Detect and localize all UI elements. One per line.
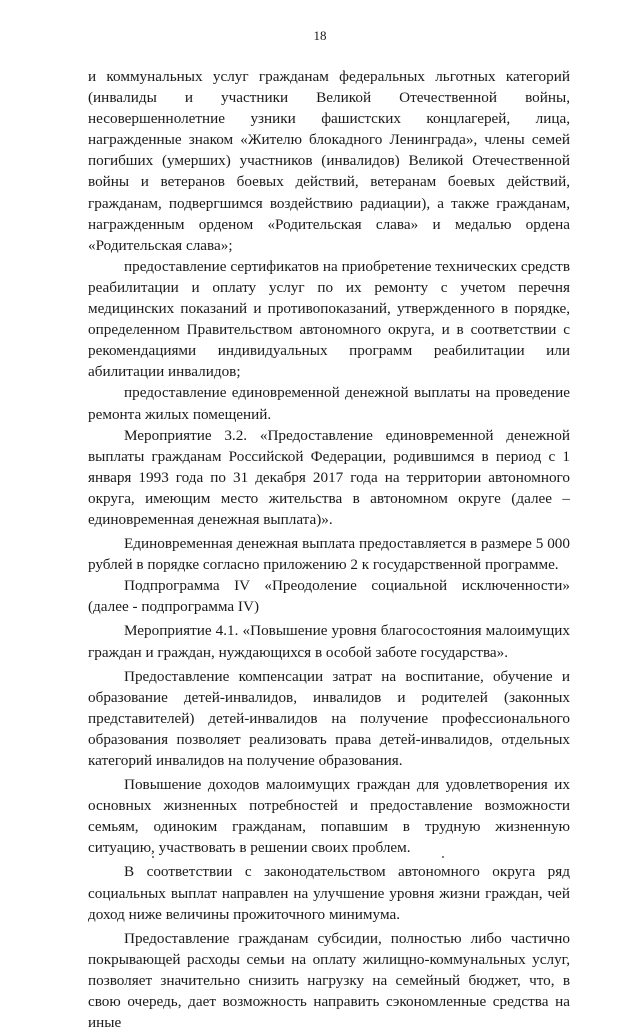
scan-speck <box>442 856 444 858</box>
paragraph: Мероприятие 3.2. «Предоставление единовременной денежной выплаты гражданам Российской Федерации, родившимся в период с 1 января 1993 года по 31 декабря 2017 года на территории автономного округа, имеющим место жительства в автономном округе (далее – единовременная денежная выплата)». <box>88 426 570 528</box>
paragraph: Повышение доходов малоимущих граждан для удовлетворения их основных жизненных потребностей и предоставление возможности семьям, одиноким гражданам, попавшим в трудную жизненную ситуацию, участвовать в решении своих проблем. <box>88 776 570 857</box>
paragraph: Предоставление компенсации затрат на воспитание, обучение и образование детей-инвалидов, инвалидов и родителей (законных представителей) детей-инвалидов на получение профессионального образования позволяет реализовать права детей-инвалидов, отдельных категорий инвалидов на получение образования. <box>88 667 570 769</box>
paragraph: Предоставление гражданам субсидии, полностью либо частично покрывающей расходы семьи на оплату жилищно-коммунальных услуг, позволяет значительно снизить нагрузку на семейный бюджет, что, в свою очередь, дает возможность направить сэкономленные средства на иные <box>88 929 570 1032</box>
paragraph: Мероприятие 4.1. «Повышение уровня благосостояния малоимущих граждан и граждан, нуждающихся в особой заботе государства». <box>88 622 570 661</box>
paragraph: Единовременная денежная выплата предоставляется в размере 5 000 рублей в порядке согласно приложению 2 к государственной программе. <box>88 535 570 574</box>
paragraph: Подпрограмма IV «Преодоление социальной исключенности» (далее - подпрограмма IV) <box>88 577 570 616</box>
scan-speck <box>152 856 154 858</box>
paragraph: и коммунальных услуг гражданам федеральных льготных категорий (инвалиды и участники Великой Отечественной войны, несовершеннолетние узники фашистских концлагерей, лица, награжденные знаком «Жителю блокадного Ленинграда», члены семей погибших (умерших) участников (инвалидов) Великой Отечественной войны и ветеранов боевых действий, ветеранам боевых действий, гражданам, подвергшимся воздействию радиации), а также гражданам, награжденным орденом «Родительская слава» и медалью ордена «Родительская слава»; <box>88 68 570 254</box>
page-number: 18 <box>313 28 327 43</box>
paragraph: предоставление сертификатов на приобретение технических средств реабилитации и оплату услуг по их ремонту с учетом перечня медицинских показаний и противопоказаний, утвержденного в порядке, определенном Правительством автономного округа, и в соответствии с рекомендациями индивидуальных программ реабилитации или абилитации инвалидов; <box>88 257 570 381</box>
paragraph: предоставление единовременной денежной выплаты на проведение ремонта жилых помещений. <box>88 384 570 423</box>
paragraph: В соответствии с законодательством автономного округа ряд социальных выплат направлен на улучшение уровня жизни граждан, чей доход ниже величины прожиточного минимума. <box>88 863 570 923</box>
document-body <box>88 66 570 1033</box>
